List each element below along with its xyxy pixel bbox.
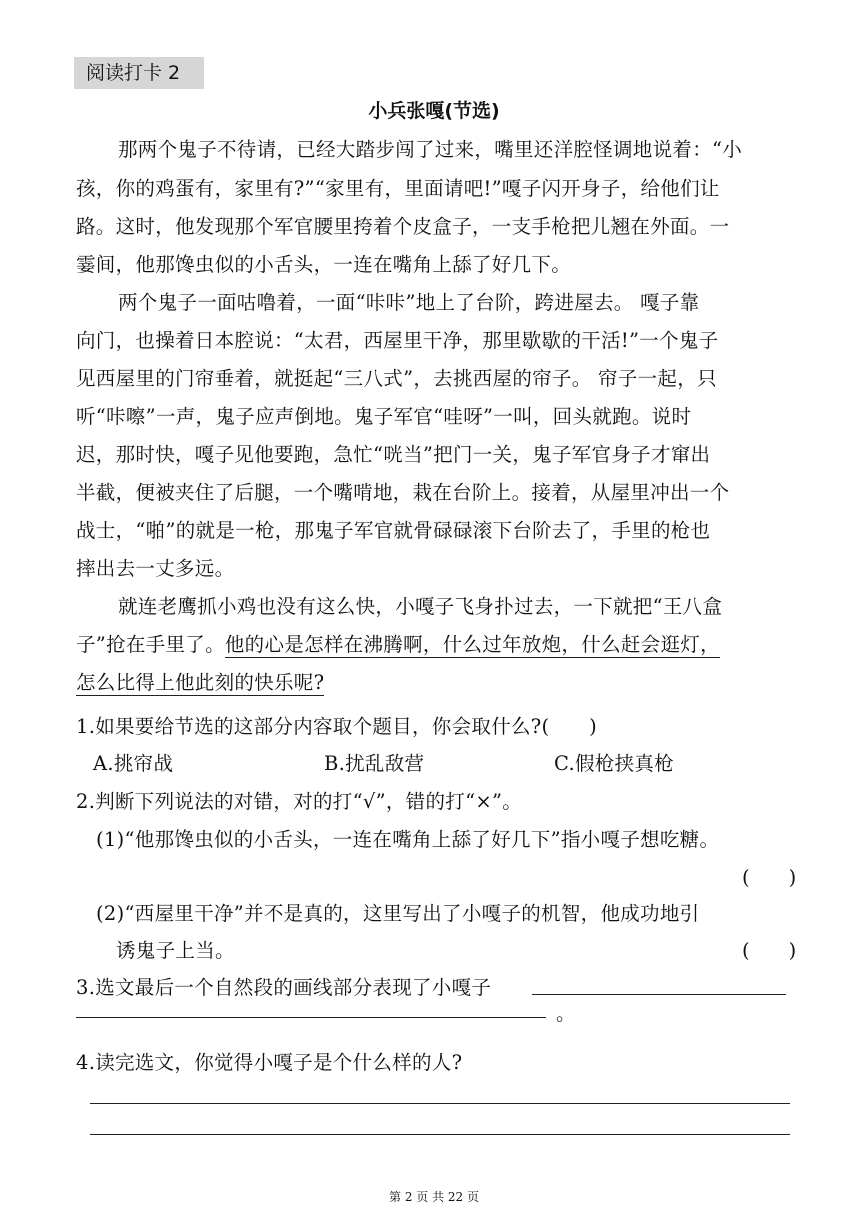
passage-line: 向门，也操着日本腔说：“太君，西屋里干净，那里歇歇的干活!”一个鬼子 xyxy=(76,329,719,352)
passage-text: 子”抢在手里了。 xyxy=(76,633,225,656)
page-number: 第 2 页 共 22 页 xyxy=(389,1190,479,1204)
answer-paren[interactable]: ( ) xyxy=(742,866,797,889)
option-c: C.假枪挟真枪 xyxy=(554,752,675,775)
passage-line: 半截，便被夹住了后腿，一个嘴啃地，栽在台阶上。接着，从屋里冲出一个 xyxy=(76,481,730,504)
passage-line: 战士，“啪”的就是一枪，那鬼子军官就骨碌碌滚下台阶去了，手里的枪也 xyxy=(76,519,711,542)
answer-blank[interactable] xyxy=(532,994,786,995)
passage-line: 那两个鬼子不待请，已经大踏步闯了过来，嘴里还洋腔怪调地说着：“小 xyxy=(118,138,743,161)
period: 。 xyxy=(556,1002,576,1025)
passage-line xyxy=(76,629,720,657)
question-2-item-1: (1)“他那馋虫似的小舌头，一连在嘴角上舔了好几下”指小嘎子想吃糖。 xyxy=(96,828,720,851)
passage-line: 听“咔嚓”一声，鬼子应声倒地。鬼子军官“哇呀”一叫，回头就跑。说时 xyxy=(76,405,692,428)
option-a: A.挑帘战 xyxy=(93,752,174,775)
passage-title: 小兵张嘎(节选) xyxy=(368,100,500,122)
option-b: B.扰乱敌营 xyxy=(324,752,425,775)
answer-line[interactable] xyxy=(90,1103,790,1104)
question-1: 1.如果要给节选的这部分内容取个题目，你会取什么?( ) xyxy=(76,715,597,738)
passage-line xyxy=(76,667,324,695)
answer-paren[interactable]: ( ) xyxy=(742,939,797,962)
question-2: 2.判断下列说法的对错，对的打“√”，错的打“×”。 xyxy=(76,790,523,813)
passage-line: 路。这时，他发现那个军官腰里挎着个皮盒子，一支手枪把儿翘在外面。一 xyxy=(76,215,730,238)
passage-line: 孩，你的鸡蛋有，家里有?”“家里有，里面请吧!”嘎子闪开身子，给他们让 xyxy=(76,177,720,200)
answer-line[interactable] xyxy=(90,1134,790,1135)
question-3: 3.选文最后一个自然段的画线部分表现了小嘎子 xyxy=(76,976,492,999)
passage-line: 见西屋里的门帘垂着，就挺起“三八式”，去挑西屋的帘子。 帘子一起，只 xyxy=(76,367,717,390)
passage-line: 两个鬼子一面咕噜着，一面“咔咔”地上了台阶，跨进屋去。 嘎子靠 xyxy=(118,291,700,314)
underlined-sentence: 怎么比得上他此刻的快乐呢? xyxy=(76,671,325,694)
answer-blank[interactable] xyxy=(76,1017,546,1018)
question-4: 4.读完选文，你觉得小嘎子是个什么样的人? xyxy=(76,1051,463,1074)
passage-line: 迟，那时快，嘎子见他要跑，急忙“咣当”把门一关，鬼子军官身子才窜出 xyxy=(76,443,711,466)
passage-line: 摔出去一丈多远。 xyxy=(76,557,235,580)
section-tag: 阅读打卡 2 xyxy=(74,57,204,89)
passage-line: 就连老鹰抓小鸡也没有这么快，小嘎子飞身扑过去，一下就把“王八盒 xyxy=(118,595,723,618)
passage-line: 霎间，他那馋虫似的小舌头，一连在嘴角上舔了好几下。 xyxy=(76,253,572,276)
question-2-item-2: (2)“西屋里干净”并不是真的，这里写出了小嘎子的机智，他成功地引 xyxy=(96,902,700,925)
question-2-item-2-cont: 诱鬼子上当。 xyxy=(116,939,235,962)
underlined-sentence: 他的心是怎样在沸腾啊，什么过年放炮，什么赶会逛灯， xyxy=(224,633,720,656)
